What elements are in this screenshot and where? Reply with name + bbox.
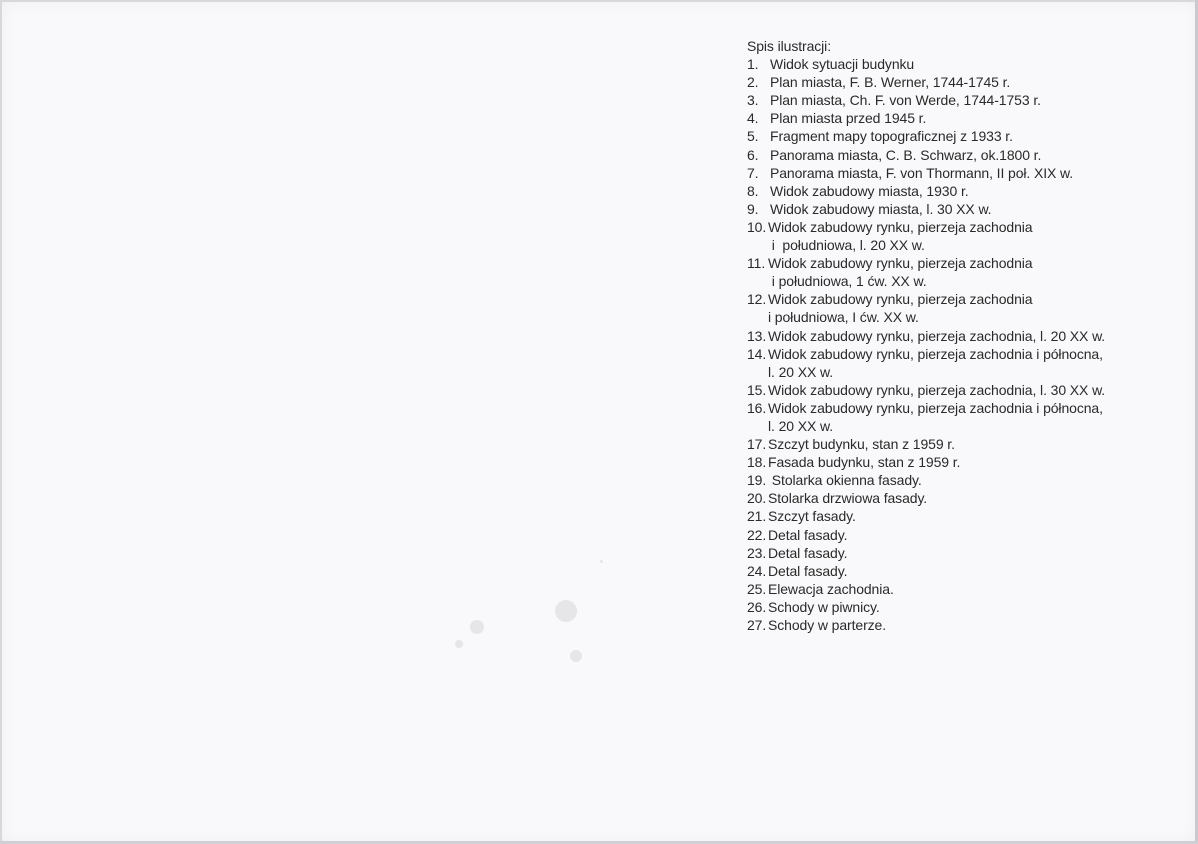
list-item-number: 14. [747,345,767,362]
list-item-text: l. 20 XX w. [768,363,834,380]
list-item [747,381,1177,399]
list-item-text: Szczyt fasady. [768,508,856,525]
list-item-text: Widok zabudowy rynku, pierzeja zachodnia [768,291,1033,308]
list-item-text: Widok zabudowy miasta, l. 30 XX w. [770,200,992,217]
list-item-number: 13. [747,327,767,344]
list-item [747,73,1177,91]
list-item [747,290,1177,308]
list-item-number: 17. [747,436,767,453]
list-item-text: Stolarka drzwiowa fasady. [768,490,928,507]
list-item-text: Widok zabudowy rynku, pierzeja zachodnia i północna, [768,345,1103,362]
list-item [747,489,1177,507]
list-item-text: Detal fasady. [768,544,848,561]
list-item-text: i południowa, l. 20 XX w. [768,237,925,254]
illustration-list [747,37,1177,634]
list-item-number [747,417,768,435]
list-item [747,272,1177,290]
list-item-number: 19. [747,472,767,489]
list-item-number: 10. [747,218,767,235]
list-item-number [747,272,768,290]
list-item [747,507,1177,525]
list-item [747,236,1177,254]
list-item-text: Stolarka okienna fasady. [768,472,922,489]
list-item-number: 23. [747,544,767,561]
list-item [747,544,1177,562]
list-item-number: 9. [747,200,759,217]
list-item [747,417,1177,435]
list-item [747,327,1177,345]
list-item-text: Schody w parterze. [768,617,887,633]
list-item-number: 7. [747,164,759,181]
list-item-text: Widok zabudowy rynku, pierzeja zachodnia [768,255,1033,272]
list-item [747,453,1177,471]
list-item-number: 22. [747,526,767,543]
list-item [747,580,1177,598]
scan-speck [470,620,484,634]
list-item [747,254,1177,272]
list-item-text: Schody w piwnicy. [768,598,880,615]
list-item-text: Plan miasta przed 1945 r. [770,110,927,127]
list-item [747,127,1177,145]
list-item-number: 20. [747,490,767,507]
list-item [747,91,1177,109]
list-item-text: Panorama miasta, F. von Thormann, II poł. XIX w. [770,164,1074,181]
list-item-text: Panorama miasta, C. B. Schwarz, ok.1800 r. [770,146,1042,163]
list-item-number [747,308,768,326]
list-item [747,435,1177,453]
scan-speck [455,640,463,648]
list-item-number: 3. [747,92,759,109]
list-item-text: Widok zabudowy rynku, pierzeja zachodnia i północna, [768,399,1103,416]
list-item-number: 16. [747,399,767,416]
list-item-text: Fragment mapy topograficznej z 1933 r. [770,128,1013,145]
list-item-text: Widok sytuacji budynku [770,56,915,73]
list-item-text: Szczyt budynku, stan z 1959 r. [768,436,955,453]
list-item [747,526,1177,544]
scan-speck [600,560,603,563]
list-item-number: 24. [747,562,767,579]
list-item-number: 1. [747,56,759,73]
list-item-number: 8. [747,182,759,199]
scan-speck [555,600,577,622]
list-item [747,55,1177,73]
list-item [747,164,1177,182]
list-item [747,182,1177,200]
list-item-number [747,236,768,254]
list-item-number: 12. [747,291,767,308]
list-item-number: 5. [747,128,759,145]
list-item [747,200,1177,218]
list-item-number: 15. [747,381,767,398]
list-item [747,471,1177,489]
list-items [747,55,1177,634]
list-item-number: 25. [747,580,767,597]
list-item [747,109,1177,127]
list-item [747,308,1177,326]
list-item [747,345,1177,363]
list-item-number: 11. [747,255,766,272]
list-item-number [747,363,768,381]
list-heading: Spis ilustracji: [747,38,831,54]
list-item-text: Detal fasady. [768,526,848,543]
list-item-number: 21. [747,508,767,525]
list-item-text: Elewacja zachodnia. [768,580,894,597]
list-item-text: l. 20 XX w. [768,417,834,434]
scan-speck [570,650,582,662]
list-item-number: 27. [747,617,767,633]
list-item-text: Widok zabudowy rynku, pierzeja zachodnia, l. 30 XX w. [768,381,1106,398]
list-item [747,616,1177,634]
list-item-number: 18. [747,454,767,471]
list-item [747,399,1177,417]
list-item [747,562,1177,580]
list-item-text: Widok zabudowy rynku, pierzeja zachodnia [768,218,1033,235]
list-item-number: 2. [747,74,759,91]
list-item-text: Detal fasady. [768,562,848,579]
list-item-text: i południowa, 1 ćw. XX w. [768,273,927,290]
list-item [747,218,1177,236]
list-item-text: Plan miasta, F. B. Werner, 1744-1745 r. [770,74,1011,91]
list-item [747,146,1177,164]
list-item-number: 4. [747,110,759,127]
list-item [747,363,1177,381]
list-item-text: Plan miasta, Ch. F. von Werde, 1744-1753 r. [770,92,1041,109]
list-item-number: 6. [747,146,759,163]
list-item-number: 26. [747,598,767,615]
list-item-text: Widok zabudowy miasta, 1930 r. [770,182,969,199]
list-item-text: i południowa, I ćw. XX w. [768,309,919,326]
list-item-text: Fasada budynku, stan z 1959 r. [768,454,961,471]
list-item-text: Widok zabudowy rynku, pierzeja zachodnia, l. 20 XX w. [768,327,1106,344]
list-item [747,598,1177,616]
